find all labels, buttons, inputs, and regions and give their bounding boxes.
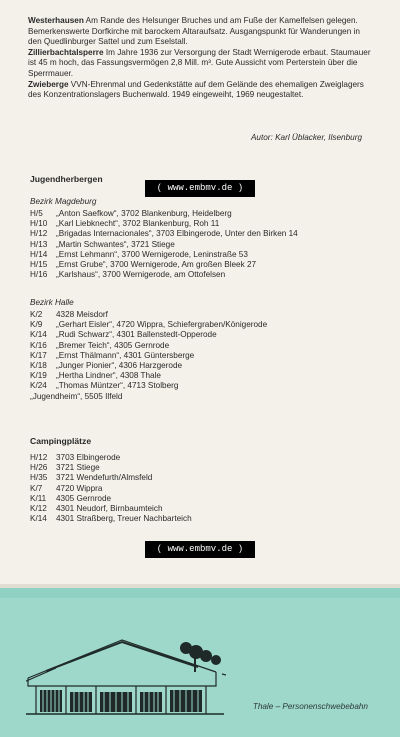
watermark: ( www.embmv.de ) bbox=[145, 180, 255, 197]
list-item: „Jugendheim“, 5505 Ilfeld bbox=[30, 391, 123, 401]
list-item: K/7 4720 Wippra bbox=[30, 483, 103, 493]
list-item: K/18 „Junger Pionier“, 4306 Harzgerode bbox=[30, 361, 183, 371]
watermark: ( www.embmv.de ) bbox=[145, 541, 255, 558]
cable-car-station-drawing bbox=[26, 628, 226, 720]
list-item: K/14 „Rudi Schwarz“, 4301 Ballenstedt-Opperode bbox=[30, 330, 217, 340]
image-caption: Thale – Personenschwebebahn bbox=[252, 702, 368, 711]
list-item: K/14 4301 Straßberg, Treuer Nachbarteich bbox=[30, 514, 192, 524]
list-item: K/9 „Gerhart Eisler“, 4720 Wippra, Schiefergraben/Königerode bbox=[30, 320, 268, 330]
paragraph-zillierbach: Zillierbachtalsperre Im Jahre 1936 zur Versorgung der Stadt Wernigerode erbaut. Staumauer ist 45 m hoch, das Fassungsvermögen 2,8 Mill. m³. Gute Aussicht vom Perterstein über die Sperrmauer. bbox=[28, 47, 371, 78]
section-title-camping: Campingplätze bbox=[30, 436, 92, 446]
list-item: H/13 „Martin Schwantes“, 3721 Stiege bbox=[30, 239, 175, 249]
list-item: K/19 „Hertha Lindner“, 4308 Thale bbox=[30, 371, 161, 381]
list-item: H/35 3721 Wendefurth/Almsfeld bbox=[30, 473, 153, 483]
list-item: K/16 „Bremer Teich“, 4305 Gernrode bbox=[30, 340, 170, 350]
author-line: Autor: Karl Üblacker, Ilsenburg bbox=[250, 133, 362, 142]
footer-inner bbox=[0, 598, 400, 737]
list-item: H/5 „Anton Saefkow“, 3702 Blankenburg, Heidelberg bbox=[30, 209, 232, 218]
list-item: K/17 „Ernst Thälmann“, 4301 Güntersberge bbox=[30, 350, 195, 360]
intro-text bbox=[28, 16, 373, 101]
list-item: K/11 4305 Gernrode bbox=[30, 493, 112, 503]
list-item: H/26 3721 Stiege bbox=[30, 463, 100, 473]
list-item: H/12 3703 Elbingerode bbox=[30, 453, 121, 462]
list-item: H/15 „Ernst Grube“, 3700 Wernigerode, Am großen Bleek 27 bbox=[30, 260, 257, 270]
section-title-jugendherbergen: Jugendherbergen bbox=[30, 174, 103, 184]
list-item: K/12 4301 Neudorf, Birnbaumteich bbox=[30, 504, 163, 514]
footer-band bbox=[0, 588, 400, 737]
list-camping bbox=[30, 453, 192, 524]
region-magdeburg: Bezirk Magdeburg bbox=[30, 197, 97, 206]
paragraph-zwieberge: Zwieberge VVN-Ehrenmal und Gedenkstätte auf dem Gelände des ehemaligen Zweiglagers des Konzentrationslagers Buchenwald. 1949 eingeweiht, 1969 neugestaltet. bbox=[28, 79, 364, 100]
list-item: K/2 4328 Meisdorf bbox=[30, 310, 108, 319]
paragraph-westerhausen: Westerhausen Am Rande des Helsunger Bruches und am Fuße der Kamelfelsen gelegen. Bemerkenswerte Dorfkirche mit barockem Altaraufsatz. Ausgangspunkt für Wanderungen in den Quedlinburger Sattel und zum Eselstall. bbox=[28, 16, 360, 47]
list-item: H/14 „Ernst Lehmann“, 3700 Wernigerode, Leninstraße 53 bbox=[30, 249, 248, 259]
list-halle bbox=[30, 310, 267, 402]
list-item: H/12 „Brigadas Internacionales“, 3703 Elbingerode, Unter den Birken 14 bbox=[30, 229, 298, 239]
list-item: H/10 „Karl Liebknecht“, 3702 Blankenburg, Roh 11 bbox=[30, 219, 220, 229]
list-item: H/16 „Karlshaus“, 3700 Wernigerode, am Ottofelsen bbox=[30, 270, 226, 280]
list-item: K/24 „Thomas Müntzer“, 4713 Stolberg bbox=[30, 381, 179, 391]
list-magdeburg bbox=[30, 209, 298, 280]
region-halle: Bezirk Halle bbox=[30, 298, 74, 307]
